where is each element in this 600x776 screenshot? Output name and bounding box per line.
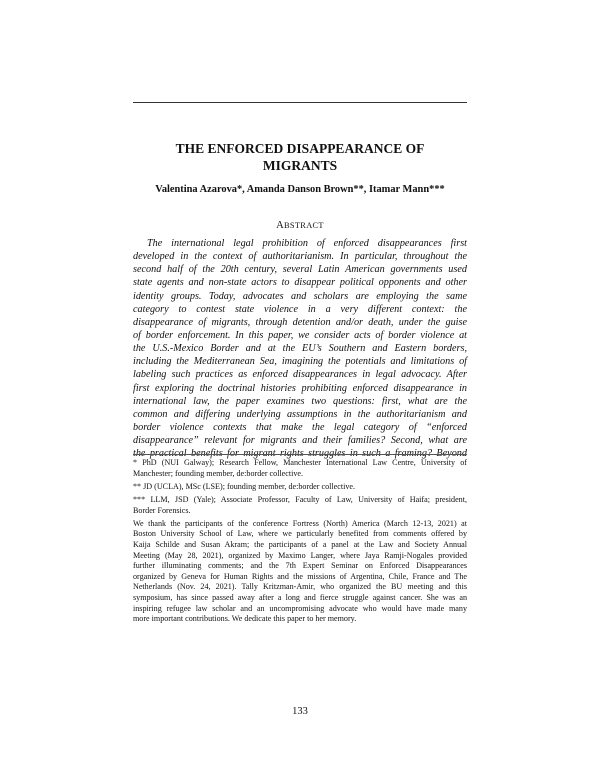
footnote-line: Boston University School of Law, where we particularly benefited from comments offered by (133, 529, 467, 539)
footnote-line: * PhD (NUI Galway); Research Fellow, Manchester International Law Centre, University of (133, 458, 467, 467)
footnote-line: more important contributions. We dedicate this paper to her memory. (133, 614, 357, 624)
footnote-line: Kaija Schilde and Susan Akram; the participants of a panel at the Law and Society Annual (133, 539, 467, 549)
footnote-line: ** JD (UCLA), MSc (LSE); founding member, de:border collective. (133, 481, 355, 491)
abstract-line: labeling such practices as enforced disappearances in legal advocacy. After (133, 369, 467, 381)
page-number: 133 (292, 706, 308, 717)
abstract-line: The international legal prohibition of enforced disappearances first (147, 238, 467, 249)
footnote-line: inspiring refugee law scholar and an uncompromising advocate who would have made many (133, 603, 467, 613)
abstract-line: identity groups. Today, advocates and scholars are employing the same (133, 290, 467, 302)
footnote-line: Border Forensics. (133, 505, 191, 515)
abstract-line: first exploring the doctrinal histories prohibiting enforced disappearance in (133, 382, 467, 394)
abstract-line: including the Mediterranean Sea, imagining the potentials and limitations of (133, 356, 467, 368)
footnotes (133, 458, 467, 627)
author-line: Valentina Azarova*, Amanda Danson Brown**, Itamar Mann*** (155, 184, 445, 195)
abstract-heading-rest: BSTRACT (284, 221, 324, 230)
abstract-heading (133, 219, 467, 232)
footnote-line: Manchester; founding member, de:border collective. (133, 468, 304, 478)
abstract-line: category to contest state violence in a very different context: the (133, 303, 467, 315)
abstract-line: second half of the 20th century, several Latin American governments used (133, 264, 467, 276)
abstract-line: state agents and non-state actors to disappear political opponents and other (133, 277, 467, 289)
abstract-line: developed in the context of authoritarianism. In particular, throughout the (133, 251, 467, 263)
footnote-line: We thank the participants of the conference Fortress (North) America (March 12-13, 2021) at (133, 518, 467, 528)
abstract-line: of border enforcement. In this paper, we consider acts of border violence at (133, 329, 467, 341)
footnote (133, 458, 467, 479)
abstract-line: border violence contexts that make the legal category of “enforced (133, 421, 467, 433)
abstract-line: the U.S.-Mexico Border and at the EU’s Southern and Eastern borders, (133, 343, 467, 355)
header-rule (133, 102, 467, 103)
footnote-line: Meeting (May 28, 2021), organized by Maximo Langer, where Jaya Ramji-Nogales provided (133, 550, 467, 560)
abstract-line: the practical benefits for migrant rights struggles in such a framing? Beyond (133, 448, 467, 460)
footnote-line: organized by Geneva for Human Rights and the missions of Argentina, Chile, France and The (133, 571, 467, 581)
title-line-2: MIGRANTS (262, 158, 338, 173)
title-line-1: THE ENFORCED DISAPPEARANCE OF (175, 141, 425, 156)
article-title (133, 140, 467, 174)
abstract-body (133, 237, 467, 460)
abstract-line: common and differing underlying assumptions in the authoritarianism and (133, 408, 467, 420)
abstract-heading-cap: A (276, 220, 285, 231)
footnote-line: Netherlands (Nov. 24, 2021). Tally Kritzman-Amir, who organized the BU meeting and this (133, 582, 467, 592)
footnote-line: symposium, has since passed away after a long and fierce struggle against cancer. She was an (133, 592, 467, 602)
abstract-line: international law, the paper examines two questions: first, what are the (133, 395, 467, 407)
abstract-line: disappearance” relevant for migrants and their families? Second, what are (133, 435, 467, 447)
footnote-rule (133, 454, 467, 455)
footnote-line: *** LLM, JSD (Yale); Associate Professor, Faculty of Law, University of Haifa; president, (133, 494, 467, 504)
footnote (133, 519, 467, 625)
abstract-line: disappearance of migrants, through detention and/or death, under the guise (133, 316, 467, 328)
footnote-line: further illuminating comments; and the 7th Expert Seminar on Enforced Disappearances (133, 561, 467, 571)
footnote (133, 482, 467, 493)
footnote (133, 495, 467, 516)
